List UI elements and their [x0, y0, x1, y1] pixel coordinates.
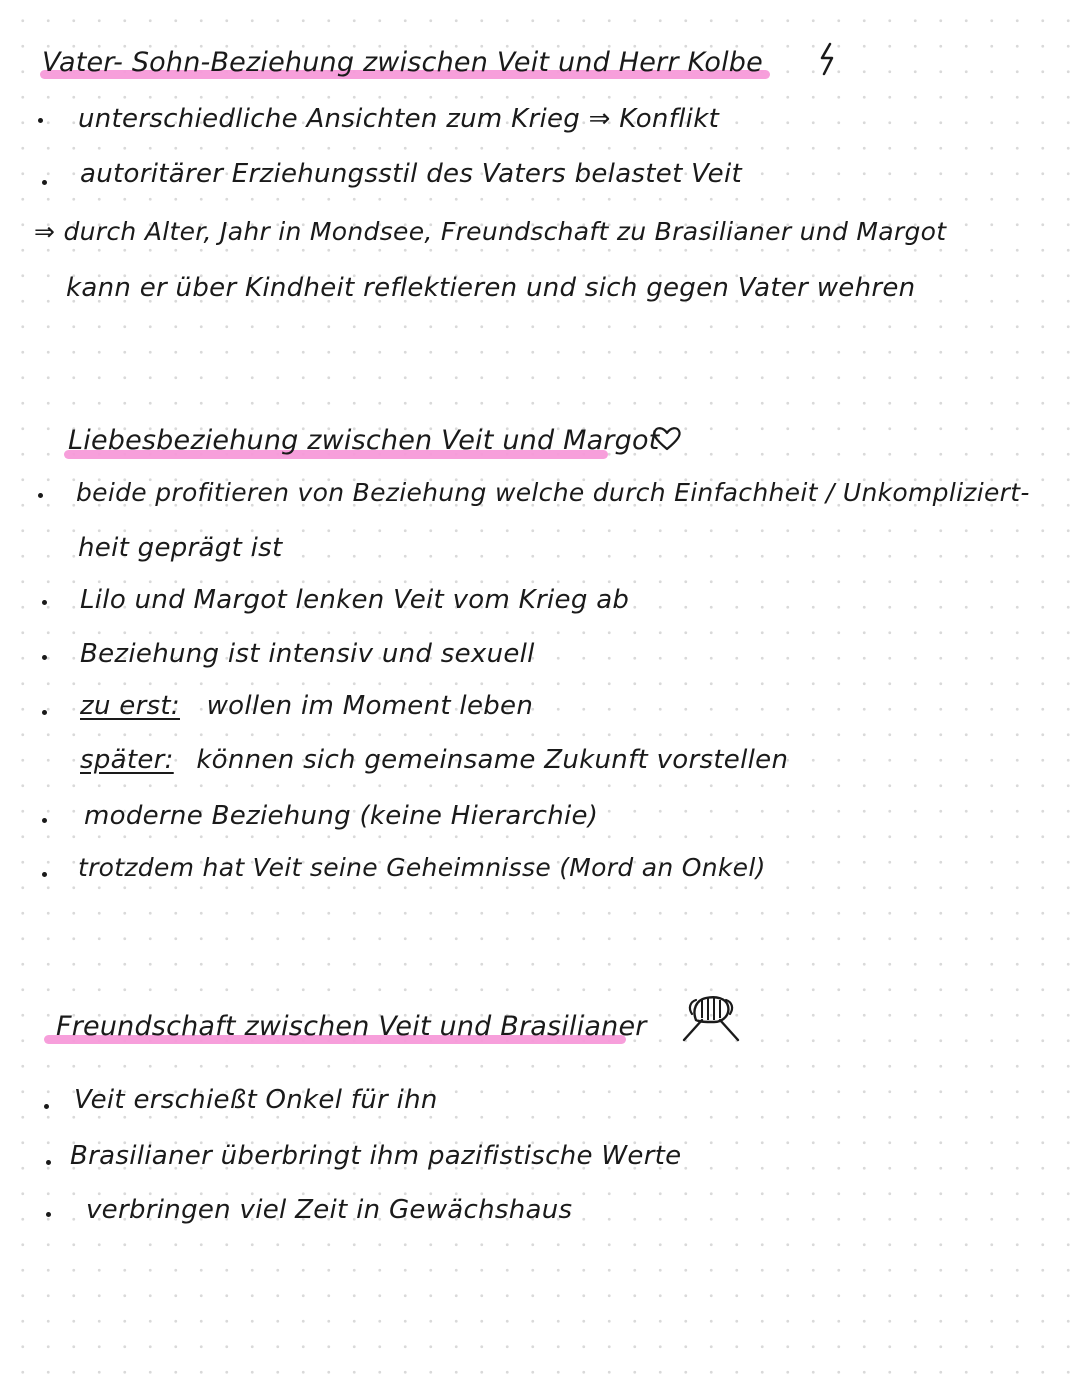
list-item: trotzdem hat Veit seine Geheimnisse (Mord an Onkel)	[78, 853, 766, 882]
bullet-dot	[46, 1160, 51, 1165]
heading-rest: zwischen Veit und Herr Kolbe	[354, 47, 763, 78]
bullet-dot	[46, 1212, 51, 1217]
bullet-dot	[42, 872, 47, 877]
bullet-dot	[44, 1104, 49, 1109]
section-heading	[42, 46, 763, 80]
list-item	[80, 744, 788, 776]
heading-main: Liebesbeziehung	[68, 425, 299, 456]
bullet-dot	[42, 600, 47, 605]
heading-main: Vater- Sohn-Beziehung	[42, 47, 355, 78]
section-heading	[68, 424, 659, 458]
list-item: autoritärer Erziehungsstil des Vaters belastet Veit	[80, 159, 742, 189]
list-item: Beziehung ist intensiv und sexuell	[80, 639, 535, 669]
list-item: unterschiedliche Ansichten zum Krieg ⇒ Konflikt	[78, 104, 720, 134]
list-item: moderne Beziehung (keine Hierarchie)	[84, 801, 599, 831]
list-item-text: wollen im Moment leben	[206, 691, 534, 721]
list-item-text: können sich gemeinsame Zukunft vorstellen	[196, 745, 789, 775]
list-item: Veit erschießt Onkel für ihn	[74, 1085, 438, 1115]
bullet-dot	[42, 710, 47, 715]
handshake-icon	[678, 986, 744, 1046]
list-item: beide profitieren von Beziehung welche durch Einfachheit / Unkompliziert-	[76, 478, 1030, 507]
label-zu-erst: zu erst:	[80, 691, 180, 721]
heart-icon	[650, 422, 684, 454]
heading-rest: zwischen Veit und Brasilianer	[235, 1011, 647, 1042]
list-item-continuation: heit geprägt ist	[78, 533, 283, 563]
label-spaeter: später:	[80, 745, 174, 775]
list-item: Lilo und Margot lenken Veit vom Krieg ab	[80, 585, 630, 615]
bullet-dot	[42, 655, 47, 660]
bullet-dot	[38, 493, 43, 498]
lightning-icon	[812, 40, 842, 80]
list-item: verbringen viel Zeit in Gewächshaus	[86, 1195, 573, 1225]
list-item	[80, 690, 533, 722]
bullet-dot	[42, 818, 47, 823]
heading-rest: zwischen Veit und Margot	[298, 425, 660, 456]
list-item: Brasilianer überbringt ihm pazifistische Werte	[70, 1141, 682, 1171]
conclusion-line: kann er über Kindheit reflektieren und sich gegen Vater wehren	[66, 273, 916, 303]
heading-main: Freundschaft	[56, 1011, 236, 1042]
conclusion-line: ⇒ durch Alter, Jahr in Mondsee, Freundschaft zu Brasilianer und Margot	[34, 217, 947, 246]
section-heading	[56, 1010, 647, 1044]
bullet-dot	[42, 180, 47, 185]
bullet-dot	[38, 118, 43, 123]
